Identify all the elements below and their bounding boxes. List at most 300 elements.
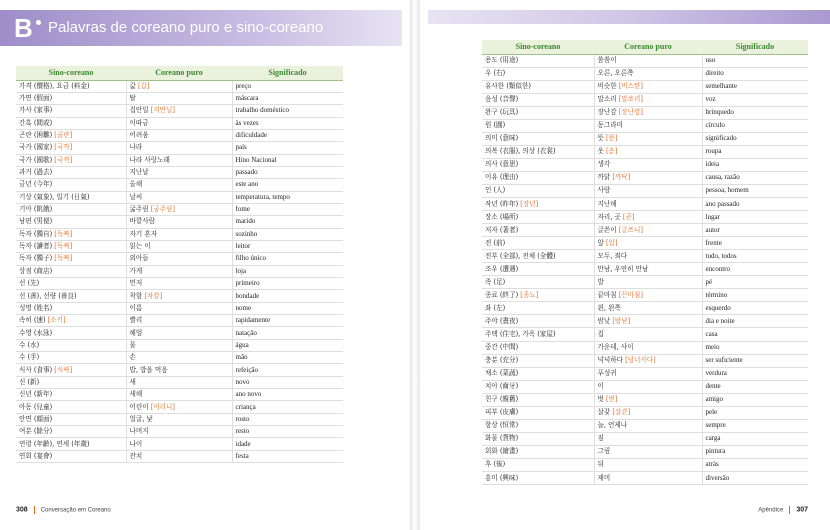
cell-significado xyxy=(702,106,808,119)
pronunciation-note: [독짜] xyxy=(54,254,73,263)
pronunciation-note: [옫] xyxy=(605,147,618,156)
cell-sino-coreano xyxy=(16,92,126,104)
cell-sino-coreano xyxy=(16,129,126,141)
sino-word: 족 (足) xyxy=(485,277,506,286)
meaning-text: pé xyxy=(705,277,713,286)
table-row xyxy=(16,105,343,117)
sino-word: 피부 (皮膚) xyxy=(485,408,519,417)
table-row xyxy=(482,276,808,289)
header-sino-coreano: Sino-coreano xyxy=(482,40,594,54)
cell-coreano-puro xyxy=(126,203,232,215)
pure-word: 가운데, 사이 xyxy=(597,343,634,352)
sino-word: 신 (新) xyxy=(19,377,40,386)
meaning-text: festa xyxy=(235,451,249,460)
table-row xyxy=(482,328,808,341)
cell-coreano-puro xyxy=(126,80,232,92)
cell-significado xyxy=(702,406,808,419)
pure-word: 살갗 xyxy=(597,408,611,417)
cell-significado xyxy=(232,438,343,450)
meaning-text: brinquedo xyxy=(705,108,734,117)
table-row xyxy=(482,458,808,471)
cell-sino-coreano xyxy=(482,224,594,237)
table-row xyxy=(482,54,808,67)
cell-sino-coreano xyxy=(16,426,126,438)
cell-significado xyxy=(702,198,808,211)
meaning-text: criança xyxy=(235,402,256,411)
pure-word: 왼, 왼쪽 xyxy=(597,303,621,312)
cell-sino-coreano xyxy=(482,171,594,184)
meaning-text: Hino Nacional xyxy=(235,155,277,164)
cell-coreano-puro xyxy=(594,276,702,289)
cell-sino-coreano xyxy=(482,80,594,93)
cell-sino-coreano xyxy=(16,302,126,314)
cell-coreano-puro xyxy=(126,352,232,364)
pure-word: 씀씀이 xyxy=(597,56,617,65)
sino-word: 전부 (全部), 전체 (全體) xyxy=(485,251,556,260)
cell-significado xyxy=(232,339,343,351)
pure-word: 자기 혼자 xyxy=(129,229,158,238)
pure-word: 물 xyxy=(129,340,136,349)
cell-sino-coreano xyxy=(482,315,594,328)
cell-significado xyxy=(232,278,343,290)
meaning-text: voz xyxy=(705,95,716,104)
cell-coreano-puro xyxy=(126,179,232,191)
table-row xyxy=(482,158,808,171)
table-row xyxy=(16,179,343,191)
cell-sino-coreano xyxy=(16,166,126,178)
meaning-text: pele xyxy=(705,408,718,417)
cell-significado xyxy=(702,80,808,93)
table-row xyxy=(482,393,808,406)
section-letter: B xyxy=(14,13,33,43)
cell-sino-coreano xyxy=(16,154,126,166)
table-row xyxy=(482,145,808,158)
meaning-text: direito xyxy=(705,69,724,78)
cell-sino-coreano xyxy=(16,240,126,252)
cell-coreano-puro xyxy=(594,198,702,211)
sino-word: 용도 (用途) xyxy=(485,56,519,65)
sino-word: 독자 (讀者) xyxy=(19,242,53,251)
table-row xyxy=(482,263,808,276)
cell-coreano-puro xyxy=(126,438,232,450)
cell-sino-coreano xyxy=(482,54,594,67)
meaning-text: meio xyxy=(705,343,720,352)
table-row xyxy=(482,171,808,184)
table-row xyxy=(482,93,808,106)
cell-significado xyxy=(232,290,343,302)
table-row xyxy=(16,389,343,401)
meaning-text: dente xyxy=(705,382,721,391)
header-significado: Significado xyxy=(702,40,808,54)
pure-word: 뜻 xyxy=(597,134,604,143)
cell-sino-coreano xyxy=(16,191,126,203)
cell-sino-coreano xyxy=(482,132,594,145)
cell-significado xyxy=(702,67,808,80)
pure-word: 새해 xyxy=(129,390,143,399)
pure-word: 집 xyxy=(597,330,604,338)
meaning-text: atrás xyxy=(705,460,719,469)
cell-significado xyxy=(232,203,343,215)
meaning-text: semelhante xyxy=(705,82,737,91)
meaning-text: diversão xyxy=(705,473,730,482)
sino-word: 수 (水) xyxy=(19,340,40,349)
sino-word: 주택 (住宅), 가옥 (家屋) xyxy=(485,330,556,338)
cell-significado xyxy=(702,145,808,158)
cell-coreano-puro xyxy=(126,129,232,141)
meaning-text: significado xyxy=(705,134,737,143)
cell-sino-coreano xyxy=(16,253,126,265)
cell-coreano-puro xyxy=(126,278,232,290)
cell-coreano-puro xyxy=(126,92,232,104)
pure-word: 넉넉하다 xyxy=(597,356,623,365)
sino-word: 금년 (今年) xyxy=(19,180,53,189)
meaning-text: fome xyxy=(235,205,250,214)
cell-sino-coreano xyxy=(482,341,594,354)
cell-sino-coreano xyxy=(16,438,126,450)
pure-word: 자리, 곳 xyxy=(597,212,621,221)
pure-word: 외아들 xyxy=(129,254,149,263)
cell-sino-coreano xyxy=(16,352,126,364)
table-row xyxy=(16,129,343,141)
meaning-text: leitor xyxy=(235,242,251,251)
cell-coreano-puro xyxy=(594,328,702,341)
cell-coreano-puro xyxy=(126,240,232,252)
table-row xyxy=(16,327,343,339)
pure-word: 말소리 xyxy=(597,95,617,104)
cell-coreano-puro xyxy=(594,250,702,263)
sino-word: 친구 (親舊) xyxy=(485,395,519,404)
meaning-text: este ano xyxy=(235,180,259,189)
sino-word: 국가 (國家) xyxy=(19,143,53,152)
sino-word: 속히 (速) xyxy=(19,316,46,325)
table-row xyxy=(16,253,343,265)
table-row xyxy=(16,154,343,166)
sino-word: 가사 (家事) xyxy=(19,106,53,115)
cell-coreano-puro xyxy=(594,224,702,237)
meaning-text: rapidamente xyxy=(235,316,271,325)
table-row xyxy=(482,445,808,458)
pure-word: 늘, 언제나 xyxy=(597,421,628,430)
cell-sino-coreano xyxy=(16,265,126,277)
left-page xyxy=(0,0,410,530)
meaning-text: ideia xyxy=(705,160,720,169)
cell-sino-coreano xyxy=(16,117,126,129)
pronunciation-note: [갑] xyxy=(137,81,150,90)
footer-right xyxy=(758,506,808,514)
pure-word: 지난날 xyxy=(129,168,149,177)
cell-coreano-puro xyxy=(126,253,232,265)
pure-word: 올해 xyxy=(129,180,143,189)
pronunciation-note: [살갇] xyxy=(612,408,631,417)
cell-coreano-puro xyxy=(594,171,702,184)
pure-word: 새 xyxy=(129,377,136,386)
meaning-text: ano passado xyxy=(705,199,740,208)
pure-word: 푸성귀 xyxy=(597,369,617,378)
footer-section-label: Apêndice xyxy=(758,507,784,514)
cell-significado xyxy=(232,228,343,240)
cell-sino-coreano xyxy=(482,354,594,367)
sino-word: 수영 (水泳) xyxy=(19,328,53,337)
pronunciation-note: [굼주림] xyxy=(150,205,175,214)
cell-significado xyxy=(702,341,808,354)
meaning-text: trabalho doméstico xyxy=(235,106,289,115)
section-banner xyxy=(0,10,402,46)
pure-word: 생각 xyxy=(597,160,611,169)
table-body-left xyxy=(16,80,343,463)
pure-word: 날씨 xyxy=(129,192,143,201)
pure-word: 뒤 xyxy=(597,460,604,469)
cell-coreano-puro xyxy=(594,93,702,106)
pronunciation-note: [까닥] xyxy=(612,173,631,182)
pure-word: 밥, 밥을 먹음 xyxy=(129,365,168,374)
cell-sino-coreano xyxy=(16,179,126,191)
table-row xyxy=(482,380,808,393)
cell-significado xyxy=(232,352,343,364)
cell-significado xyxy=(232,265,343,277)
pronunciation-note: [국까] xyxy=(54,155,73,164)
pure-word: 벗 xyxy=(597,395,604,404)
pure-word: 굶주림 xyxy=(129,205,149,214)
cell-significado xyxy=(232,117,343,129)
cell-coreano-puro xyxy=(126,389,232,401)
header-significado: Significado xyxy=(232,66,343,80)
cell-sino-coreano xyxy=(16,278,126,290)
cell-significado xyxy=(702,158,808,171)
meaning-text: natação xyxy=(235,328,257,337)
sino-word: 의사 (意思) xyxy=(485,160,519,169)
meaning-text: temperatura, tempo xyxy=(235,192,290,201)
table-row xyxy=(482,198,808,211)
sino-word: 항상 (恒常) xyxy=(485,421,519,430)
cell-sino-coreano xyxy=(16,413,126,425)
meaning-text: filho único xyxy=(235,254,267,263)
pure-word: 이름 xyxy=(129,303,143,312)
pure-word: 이따금 xyxy=(129,118,149,127)
meaning-text: mão xyxy=(235,353,248,362)
cell-significado xyxy=(702,302,808,315)
sino-word: 선 (先) xyxy=(19,279,40,288)
pure-word: 빨리 xyxy=(129,316,143,325)
cell-significado xyxy=(702,472,808,485)
cell-sino-coreano xyxy=(482,106,594,119)
cell-coreano-puro xyxy=(594,184,702,197)
cell-coreano-puro xyxy=(126,376,232,388)
pronunciation-note: [밤낟] xyxy=(612,316,631,325)
cell-significado xyxy=(232,216,343,228)
pronunciation-note: [골란] xyxy=(54,131,73,140)
cell-sino-coreano xyxy=(482,276,594,289)
table-row xyxy=(16,438,343,450)
pronunciation-note: [지반닐] xyxy=(150,106,175,115)
pronunciation-note: [어리니] xyxy=(150,402,175,411)
cell-significado xyxy=(702,132,808,145)
sino-word: 작년 (昨年) xyxy=(485,199,519,208)
page-number-right: 307 xyxy=(796,506,808,514)
pronunciation-note: [압] xyxy=(605,238,618,247)
table-row xyxy=(16,302,343,314)
right-header-banner xyxy=(428,10,830,24)
sino-word: 간혹 (間或) xyxy=(19,118,53,127)
cell-coreano-puro xyxy=(594,106,702,119)
cell-sino-coreano xyxy=(482,184,594,197)
pronunciation-note: [넝너카다] xyxy=(625,356,656,365)
sino-word: 장소 (場所) xyxy=(485,212,519,221)
pure-word: 어려움 xyxy=(129,131,149,140)
table-row xyxy=(482,132,808,145)
cell-coreano-puro xyxy=(126,339,232,351)
cell-coreano-puro xyxy=(594,289,702,302)
meaning-text: círculo xyxy=(705,121,725,130)
meaning-text: autor xyxy=(705,225,720,234)
table-row xyxy=(482,354,808,367)
cell-coreano-puro xyxy=(126,450,232,462)
sino-word: 회화 (繪畫) xyxy=(485,447,519,456)
sino-word: 후 (後) xyxy=(485,460,506,469)
sino-word: 조우 (遭遇) xyxy=(485,264,519,273)
cell-significado xyxy=(232,315,343,327)
meaning-text: primeiro xyxy=(235,279,260,288)
table-row xyxy=(16,352,343,364)
meaning-text: às vezes xyxy=(235,118,259,127)
table-row xyxy=(482,341,808,354)
cell-coreano-puro xyxy=(126,105,232,117)
pure-word: 손 xyxy=(129,353,136,362)
table-row xyxy=(16,92,343,104)
cell-significado xyxy=(232,450,343,462)
sino-word: 과거 (過去) xyxy=(19,168,53,177)
meaning-text: casa xyxy=(705,330,718,338)
table-row xyxy=(482,184,808,197)
sino-word: 가격 (價格), 요금 (料金) xyxy=(19,81,90,90)
table-body-right xyxy=(482,54,808,485)
pronunciation-note: [끈마침] xyxy=(618,290,643,299)
cell-coreano-puro xyxy=(126,265,232,277)
cell-coreano-puro xyxy=(126,302,232,314)
cell-significado xyxy=(232,253,343,265)
cell-significado xyxy=(702,276,808,289)
table-row xyxy=(482,302,808,315)
meaning-text: verdura xyxy=(705,369,727,378)
cell-sino-coreano xyxy=(482,302,594,315)
sino-word: 가면 (假面) xyxy=(19,94,53,103)
sino-word: 연회 (宴會) xyxy=(19,451,53,460)
cell-sino-coreano xyxy=(482,250,594,263)
table-row xyxy=(482,419,808,432)
cell-coreano-puro xyxy=(126,290,232,302)
table-row xyxy=(16,413,343,425)
table-row xyxy=(16,265,343,277)
pure-word: 끝마침 xyxy=(597,290,617,299)
cell-coreano-puro xyxy=(126,191,232,203)
cell-coreano-puro xyxy=(126,142,232,154)
meaning-text: novo xyxy=(235,377,250,386)
meaning-text: loja xyxy=(235,266,246,275)
pure-word: 바깥사람 xyxy=(129,217,155,226)
pure-word: 이 xyxy=(597,382,604,391)
pure-word: 오른, 오른쪽 xyxy=(597,69,634,78)
cell-coreano-puro xyxy=(126,216,232,228)
table-row xyxy=(16,450,343,462)
sino-word: 남편 (男便) xyxy=(19,217,53,226)
pronunciation-note: [소키] xyxy=(47,316,66,325)
meaning-text: preço xyxy=(235,81,252,90)
header-coreano-puro: Coreano puro xyxy=(594,40,702,54)
sino-word: 식사 (食事) xyxy=(19,365,53,374)
cell-significado xyxy=(702,432,808,445)
sino-word: 이유 (理由) xyxy=(485,173,519,182)
meaning-text: rosto xyxy=(235,414,250,423)
cell-sino-coreano xyxy=(482,211,594,224)
pronunciation-note: [국까] xyxy=(54,143,73,152)
cell-sino-coreano xyxy=(16,142,126,154)
meaning-text: passado xyxy=(235,168,258,177)
cell-significado xyxy=(702,54,808,67)
cell-significado xyxy=(702,393,808,406)
cell-coreano-puro xyxy=(594,158,702,171)
meaning-text: amigo xyxy=(705,395,723,404)
cell-significado xyxy=(232,166,343,178)
cell-sino-coreano xyxy=(482,406,594,419)
cell-sino-coreano xyxy=(16,327,126,339)
bullet-icon xyxy=(36,20,41,25)
cell-significado xyxy=(702,224,808,237)
cell-significado xyxy=(702,171,808,184)
cell-sino-coreano xyxy=(482,419,594,432)
pure-word: 동그라미 xyxy=(597,121,623,130)
meaning-text: dia e noite xyxy=(705,316,735,325)
cell-sino-coreano xyxy=(482,67,594,80)
footer-left xyxy=(16,506,111,514)
meaning-text: roupa xyxy=(705,147,722,156)
cell-sino-coreano xyxy=(482,367,594,380)
cell-coreano-puro xyxy=(594,406,702,419)
sino-word: 수 (手) xyxy=(19,353,40,362)
cell-coreano-puro xyxy=(594,132,702,145)
cell-coreano-puro xyxy=(126,327,232,339)
pure-word: 탈 xyxy=(129,94,136,103)
pure-word: 어린이 xyxy=(129,402,149,411)
table-row xyxy=(16,228,343,240)
cell-coreano-puro xyxy=(126,154,232,166)
pronunciation-note: [독짜] xyxy=(54,242,73,251)
pure-word: 까닭 xyxy=(597,173,611,182)
cell-sino-coreano xyxy=(16,315,126,327)
footer-divider xyxy=(34,506,35,514)
table-row xyxy=(16,290,343,302)
pure-word: 재미 xyxy=(597,473,611,482)
pure-word: 앞 xyxy=(597,238,604,247)
cell-significado xyxy=(702,250,808,263)
pronunciation-note: [말쏘리] xyxy=(618,95,643,104)
pure-word: 나라 사랑노래 xyxy=(129,155,170,164)
pronunciation-note: [비스탄] xyxy=(618,82,643,91)
table-row xyxy=(16,278,343,290)
table-row xyxy=(16,339,343,351)
cell-significado xyxy=(232,142,343,154)
cell-significado xyxy=(702,289,808,302)
cell-sino-coreano xyxy=(482,289,594,302)
cell-coreano-puro xyxy=(594,67,702,80)
cell-coreano-puro xyxy=(126,117,232,129)
cell-sino-coreano xyxy=(16,290,126,302)
cell-sino-coreano xyxy=(16,105,126,117)
cell-significado xyxy=(702,184,808,197)
cell-coreano-puro xyxy=(594,472,702,485)
table-row xyxy=(482,119,808,132)
header-sino-coreano: Sino-coreano xyxy=(16,66,126,80)
meaning-text: marido xyxy=(235,217,256,226)
sino-word: 치아 (齒牙) xyxy=(485,382,519,391)
